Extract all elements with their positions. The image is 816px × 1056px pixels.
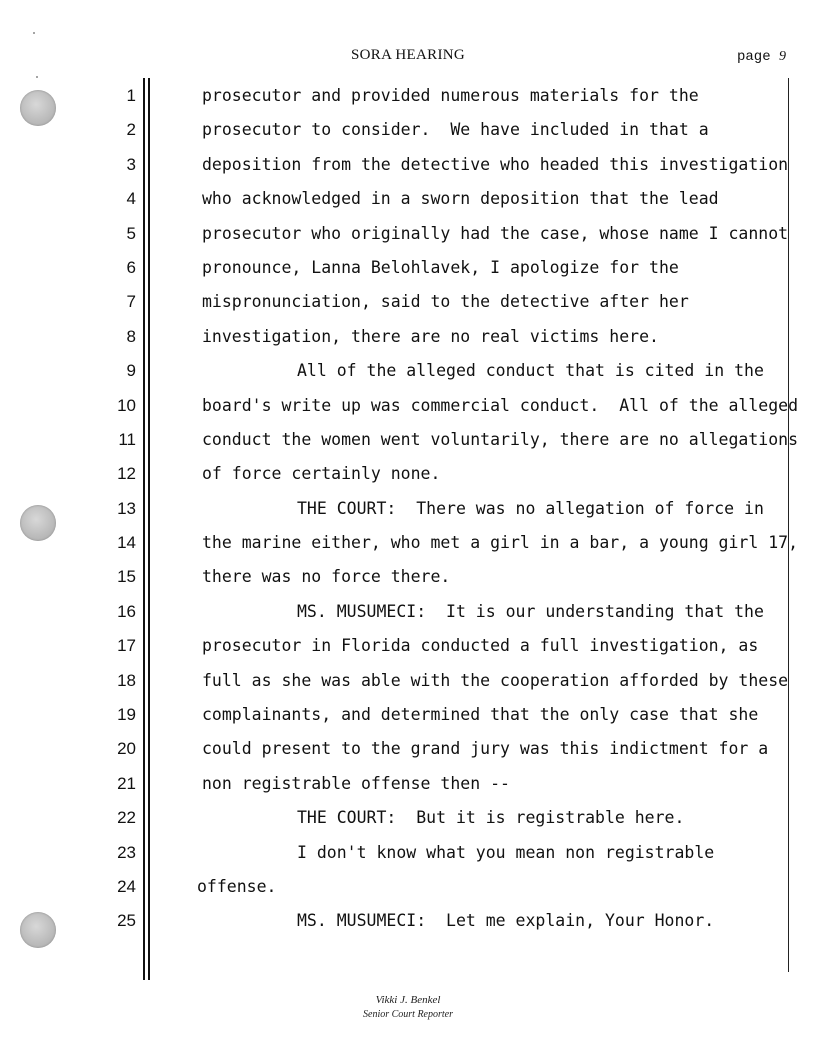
line-number: 24 xyxy=(117,876,136,896)
reporter-signature-block xyxy=(0,993,816,1022)
line-number: 9 xyxy=(126,361,136,381)
transcript-line xyxy=(0,669,816,703)
transcript-line xyxy=(0,84,816,118)
line-number: 13 xyxy=(117,498,136,518)
line-text: non registrable offense then -- xyxy=(202,773,510,793)
transcript-line xyxy=(0,841,816,875)
line-text: who acknowledged in a sworn deposition that the lead xyxy=(202,189,719,209)
reporter-title: Senior Court Reporter xyxy=(363,1009,453,1020)
line-text: mispronunciation, said to the detective after her xyxy=(202,292,689,312)
line-text: prosecutor to consider. We have included in that a xyxy=(202,120,709,140)
transcript-line xyxy=(0,153,816,187)
transcript-line xyxy=(0,634,816,668)
line-text: conduct the women went voluntarily, there are no allegations xyxy=(202,429,799,449)
line-text: THE COURT: There was no allegation of force in xyxy=(297,498,764,518)
transcript-line xyxy=(0,256,816,290)
line-text: the marine either, who met a girl in a bar, a young girl 17, xyxy=(202,533,799,553)
line-text: complainants, and determined that the only case that she xyxy=(202,705,759,725)
line-number: 11 xyxy=(118,429,136,449)
line-number: 18 xyxy=(117,670,136,690)
line-text: pronounce, Lanna Belohlavek, I apologize for the xyxy=(202,257,679,277)
line-number: 6 xyxy=(126,257,136,277)
line-number: 7 xyxy=(126,292,136,312)
transcript-line xyxy=(0,394,816,428)
transcript-line xyxy=(0,531,816,565)
line-number: 19 xyxy=(117,705,136,725)
transcript-line xyxy=(0,428,816,462)
line-text: of force certainly none. xyxy=(202,464,441,484)
line-number: 3 xyxy=(126,154,136,174)
line-text: THE COURT: But it is registrable here. xyxy=(297,808,685,828)
line-number: 12 xyxy=(117,464,136,484)
page-title: SORA HEARING xyxy=(350,47,466,63)
speck-mark xyxy=(36,76,38,78)
line-number: 16 xyxy=(117,601,136,621)
line-number: 1 xyxy=(126,86,136,105)
transcript-line xyxy=(0,703,816,737)
transcript-line xyxy=(0,600,816,634)
transcript-line xyxy=(0,290,816,324)
line-text: MS. MUSUMECI: Let me explain, Your Honor. xyxy=(297,911,715,931)
transcript-line xyxy=(0,497,816,531)
transcript-line xyxy=(0,359,816,393)
line-text: there was no force there. xyxy=(202,567,451,587)
transcript-line xyxy=(0,737,816,771)
transcript-line xyxy=(0,462,816,496)
line-text: offense. xyxy=(197,876,277,896)
transcript-line xyxy=(0,909,816,943)
line-text: board's write up was commercial conduct. All of the alleged xyxy=(202,395,799,415)
line-text: I don't know what you mean non registrable xyxy=(297,842,715,862)
line-text: deposition from the detective who headed this investigation xyxy=(202,154,789,174)
line-text: prosecutor and provided numerous materials for the xyxy=(202,86,699,105)
line-number: 25 xyxy=(117,911,136,931)
transcript-line xyxy=(0,806,816,840)
transcript-line xyxy=(0,118,816,152)
line-number: 8 xyxy=(126,326,136,346)
line-number: 15 xyxy=(117,567,136,587)
line-number: 17 xyxy=(117,636,136,656)
reporter-name: Vikki J. Benkel xyxy=(375,994,441,1006)
line-number: 4 xyxy=(126,189,136,209)
line-text: prosecutor who originally had the case, whose name I cannot xyxy=(202,223,789,243)
line-number: 10 xyxy=(117,395,136,415)
page-number-label xyxy=(737,49,786,65)
transcript-line xyxy=(0,325,816,359)
page-word: page xyxy=(736,49,771,65)
line-number: 23 xyxy=(117,842,136,862)
page-number: 9 xyxy=(779,49,786,64)
transcript-line xyxy=(0,222,816,256)
line-text: full as she was able with the cooperation afforded by these xyxy=(202,670,789,690)
transcript-body xyxy=(0,84,816,944)
line-number: 20 xyxy=(117,739,136,759)
line-text: MS. MUSUMECI: It is our understanding that the xyxy=(297,601,764,621)
line-number: 21 xyxy=(117,773,136,793)
transcript-line xyxy=(0,875,816,909)
line-text: prosecutor in Florida conducted a full investigation, as xyxy=(202,636,759,656)
transcript-line xyxy=(0,187,816,221)
line-number: 2 xyxy=(126,120,136,140)
transcript-line xyxy=(0,772,816,806)
line-number: 14 xyxy=(117,533,136,553)
line-text: All of the alleged conduct that is cited in the xyxy=(297,361,764,381)
line-number: 22 xyxy=(117,808,136,828)
line-text: could present to the grand jury was this indictment for a xyxy=(202,739,769,759)
transcript-line xyxy=(0,565,816,599)
speck-mark xyxy=(33,32,35,34)
line-text: investigation, there are no real victims here. xyxy=(202,326,659,346)
line-number: 5 xyxy=(126,223,136,243)
